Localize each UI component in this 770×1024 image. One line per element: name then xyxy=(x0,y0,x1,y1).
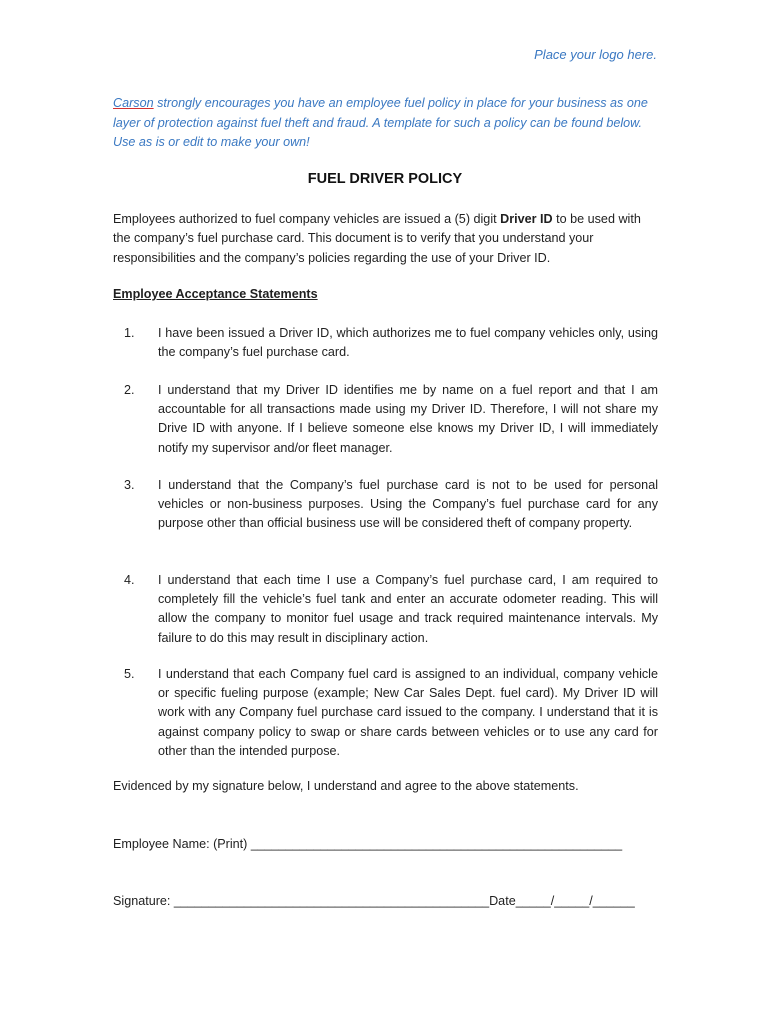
intro-text: strongly encourages you have an employee fuel policy in place for your business as one layer of protection against fuel theft and fraud. A template for such a policy can be found below. Use as is or edit to make your own! xyxy=(113,96,648,149)
lead-text-after: to be used with the company’s fuel purchase card. This document is to verify that you understand your responsibilities and the company’s policies regarding the use of your Driver ID. xyxy=(113,212,641,265)
intro-paragraph xyxy=(113,94,658,153)
logo-placeholder: Place your logo here. xyxy=(534,47,657,62)
employee-name-field[interactable]: Employee Name: (Print) _____________________________________________________ xyxy=(113,837,623,851)
page-title: FUEL DRIVER POLICY xyxy=(307,171,463,187)
statement-item xyxy=(113,665,658,761)
lead-text-before: Employees authorized to fuel company vehicles are issued a (5) digit xyxy=(113,212,501,226)
statement-text: I understand that each Company fuel card is assigned to an individual, company vehicle or specific fueling purpose (example; New Car Sales Dept. fuel card). My Driver ID will work with any Company fuel purchase card issued to the company. I understand that it is against company policy to swap or share cards between vehicles or to use any card for other than the intended purpose. xyxy=(158,667,658,758)
statement-item xyxy=(113,571,658,648)
evidence-statement: Evidenced by my signature below, I understand and agree to the above statements. xyxy=(113,779,579,793)
statement-text: I understand that each time I use a Company’s fuel purchase card, I am required to completely fill the vehicle’s fuel tank and enter an accurate odometer reading. This will allow the company to monitor fuel usage and track required maintenance intervals. My failure to do this may result in disciplinary action. xyxy=(158,573,658,645)
statement-text: I understand that my Driver ID identifies me by name on a fuel report and that I am accountable for all transactions made using my Driver ID. Therefore, I will not share my Drive ID with anyone. If I believe someone else knows my Driver ID, I will immediately notify my supervisor and/or fleet manager. xyxy=(158,383,658,455)
statement-text: I understand that the Company’s fuel purchase card is not to be used for personal vehicles or non-business purposes. Using the Company’s fuel purchase card for any purpose other than official business use will be considered theft of company property. xyxy=(158,478,658,531)
signature-date-field[interactable]: Signature: _____________________________________________Date_____/_____/______ xyxy=(113,894,635,908)
statement-number: 4. xyxy=(124,573,135,587)
section-heading: Employee Acceptance Statements xyxy=(113,287,318,301)
statement-number: 5. xyxy=(124,667,135,681)
statement-number: 2. xyxy=(124,383,135,397)
lead-bold-term: Driver ID xyxy=(500,212,553,226)
statement-text: I have been issued a Driver ID, which authorizes me to fuel company vehicles only, using the company’s fuel purchase card. xyxy=(158,326,658,360)
statement-item xyxy=(113,381,658,458)
statement-item xyxy=(113,324,658,362)
statement-item xyxy=(113,476,658,534)
brand-name: Carson xyxy=(113,96,154,110)
statement-number: 1. xyxy=(124,326,135,340)
statement-number: 3. xyxy=(124,478,135,492)
lead-paragraph xyxy=(113,210,658,268)
